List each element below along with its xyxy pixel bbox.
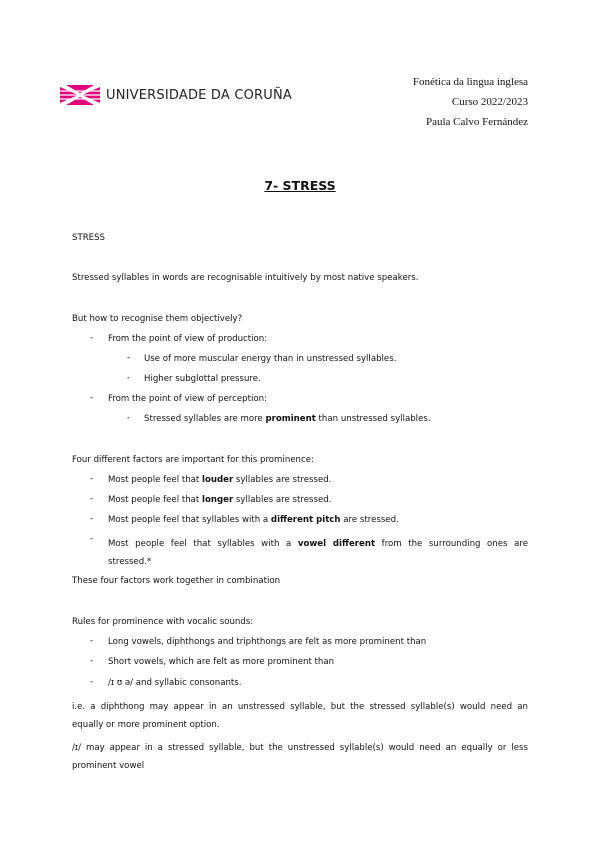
course-header: [413, 72, 528, 132]
page-title: 7- STRESS: [264, 178, 336, 193]
emphasis-prominent: prominent: [265, 414, 316, 424]
bullet-dash: -: [127, 353, 131, 363]
factors-intro: Four different factors are important for this prominence:: [72, 455, 314, 465]
course-name: Fonética da lingua inglesa: [412, 76, 528, 88]
factor-item: Most people feel that longer syllables are stressed.: [108, 495, 332, 505]
bullet-dash: -: [90, 474, 94, 484]
bullet-dash: -: [90, 494, 94, 504]
bullet-dash: -: [127, 373, 131, 383]
diphthong-note-line2: equally or more prominent option.: [72, 720, 220, 730]
udc-emblem-icon: [58, 84, 102, 106]
production-item: Higher subglottal pressure.: [144, 374, 261, 384]
factor-item: Most people feel that louder syllables are stressed.: [108, 475, 332, 485]
author-name: Paula Calvo Fernández: [425, 116, 528, 128]
diphthong-note-line1: i.e. a diphthong may appear in an unstressed syllable, but the stressed syllable(s) would need an: [72, 702, 528, 712]
factor-item-continued: stressed.*: [108, 557, 152, 567]
bullet-dash: -: [90, 333, 94, 343]
factor-item: Most people feel that syllables with a different pitch are stressed.: [108, 515, 399, 525]
rule-item: Long vowels, diphthongs and triphthongs are felt as more prominent than: [108, 637, 427, 647]
bullet-dash: -: [90, 677, 94, 687]
rule-item: Short vowels, which are felt as more prominent than: [108, 657, 335, 667]
bullet-dash: -: [90, 393, 94, 403]
bullet-dash: -: [90, 514, 94, 524]
short-i-note-line2: prominent vowel: [72, 761, 145, 771]
production-item: Use of more muscular energy than in unstressed syllables.: [144, 354, 397, 364]
bullet-dash: -: [90, 636, 94, 646]
production-label: From the point of view of production:: [108, 334, 268, 344]
logo-text: UNIVERSIDADE DA CORUÑA: [106, 87, 293, 103]
intro-text: Stressed syllables in words are recognisable intuitively by most native speakers.: [72, 273, 419, 283]
bullet-dash: -: [90, 656, 94, 666]
rules-intro: Rules for prominence with vocalic sounds:: [72, 617, 254, 627]
bullet-dash: -: [90, 534, 94, 544]
factors-summary: These four factors work together in combination: [72, 576, 281, 586]
question-text: But how to recognise them objectively?: [72, 314, 243, 324]
university-logo: [58, 84, 292, 106]
short-i-note-line1: /ɪ/ may appear in a stressed syllable, but the unstressed syllable(s) would need an equally or less: [72, 743, 528, 753]
perception-item: Stressed syllables are more prominent than unstressed syllables.: [144, 414, 431, 424]
perception-label: From the point of view of perception:: [108, 394, 267, 404]
factor-item: Most people feel that syllables with a vowel different from the surrounding ones are: [108, 539, 528, 549]
section-heading: STRESS: [72, 233, 106, 243]
bullet-dash: -: [127, 413, 131, 423]
rule-item: /ɪ ʊ ə/ and syllabic consonants.: [108, 678, 242, 688]
course-year: Curso 2022/2023: [451, 96, 528, 108]
